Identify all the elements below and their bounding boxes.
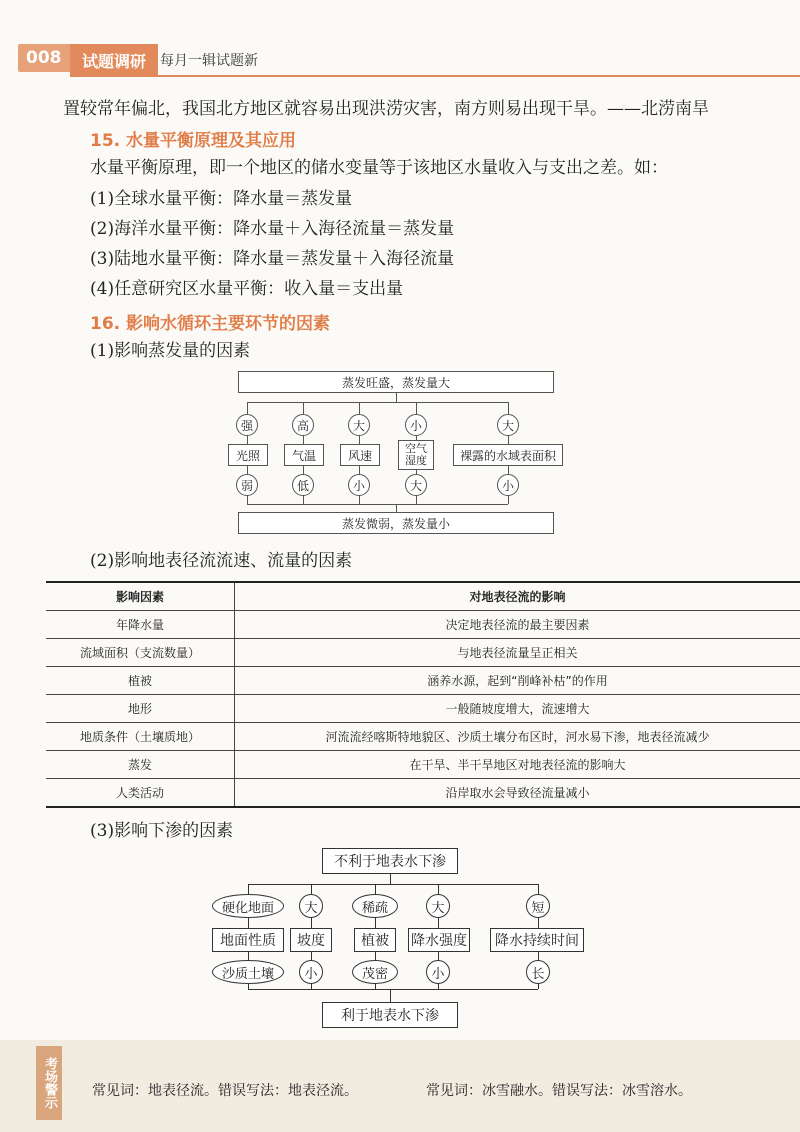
infil-bottom-box: 利于地表水下渗: [322, 1002, 458, 1028]
table-cell: 河流流经喀斯特地貌区、沙质土壤分布区时，河水易下渗，地表径流减少: [235, 723, 800, 751]
infil-factor-low: 长: [526, 960, 550, 984]
evap-factor-name: 风速: [340, 444, 380, 466]
infil-factor-high: 硬化地面: [212, 894, 284, 918]
infil-factor-high: 稀疏: [352, 894, 398, 918]
table-cell: 一般随坡度增大，流速增大: [235, 695, 800, 723]
table-cell: 与地表径流量呈正相关: [235, 639, 800, 667]
table-cell: 在干旱、半干旱地区对地表径流的影响大: [235, 751, 800, 779]
infil-factor-low: 茂密: [352, 960, 398, 984]
page-number: 008: [18, 44, 70, 72]
balance-item-2: (2)海洋水量平衡：降水量＋入海径流量＝蒸发量: [90, 219, 455, 239]
infil-factor-high: 大: [426, 894, 450, 918]
intro-line: 置较常年偏北，我国北方地区就容易出现洪涝灾害，南方则易出现干旱。——北涝南旱: [63, 99, 709, 119]
runoff-factor-table: [46, 581, 800, 808]
evap-factor-high: 强: [236, 414, 258, 436]
runoff-subtitle: (2)影响地表径流流速、流量的因素: [90, 551, 353, 571]
table-cell: 地形: [46, 695, 235, 723]
header-rule: [150, 75, 800, 77]
table-cell: 决定地表径流的最主要因素: [235, 611, 800, 639]
table-cell: 蒸发: [46, 751, 235, 779]
evap-factor-low: 大: [405, 474, 427, 496]
infil-factor-low: 小: [426, 960, 450, 984]
infiltration-subtitle: (3)影响下渗的因素: [90, 821, 234, 841]
section-tag: 试题调研: [70, 44, 158, 77]
table-header: 对地表径流的影响: [235, 582, 800, 611]
evap-factor-high: 大: [348, 414, 370, 436]
balance-item-4: (4)任意研究区水量平衡：收入量＝支出量: [90, 279, 404, 299]
table-row: [46, 723, 800, 751]
infil-factor-high: 短: [526, 894, 550, 918]
evap-factor-high: 高: [292, 414, 314, 436]
table-row: [46, 639, 800, 667]
table-header-row: [46, 582, 800, 611]
infil-factor-name: 植被: [354, 928, 396, 952]
evap-factor-name: 光照: [228, 444, 268, 466]
table-row: [46, 611, 800, 639]
evap-subtitle: (1)影响蒸发量的因素: [90, 341, 251, 361]
infil-factor-name: 降水持续时间: [490, 928, 584, 952]
evap-factor-low: 小: [348, 474, 370, 496]
infil-factor-name: 降水强度: [408, 928, 470, 952]
section-16-title: 16. 影响水循环主要环节的因素: [90, 314, 331, 334]
exam-warning-tag: 考场警示: [36, 1046, 62, 1120]
footer-note-2: 常见词：冰雪融水。错误写法：冰雪溶水。: [426, 1083, 692, 1099]
table-header: 影响因素: [46, 582, 235, 611]
table-cell: 植被: [46, 667, 235, 695]
infil-factor-name: 地面性质: [212, 928, 284, 952]
table-row: [46, 667, 800, 695]
table-cell: 年降水量: [46, 611, 235, 639]
evap-factor-low: 小: [497, 474, 519, 496]
balance-item-3: (3)陆地水量平衡：降水量＝蒸发量＋入海径流量: [90, 249, 455, 269]
evap-factor-name: 气温: [284, 444, 324, 466]
table-cell: 地质条件（土壤质地）: [46, 723, 235, 751]
table-cell: 流域面积（支流数量）: [46, 639, 235, 667]
table-cell: 人类活动: [46, 779, 235, 808]
evap-top-box: 蒸发旺盛，蒸发量大: [238, 371, 554, 393]
section-15-definition: 水量平衡原理，即一个地区的储水变量等于该地区水量收入与支出之差。如：: [90, 158, 668, 178]
infil-factor-name: 坡度: [290, 928, 332, 952]
evap-factor-name: 空气湿度: [398, 440, 434, 470]
table-row: [46, 695, 800, 723]
table-cell: 涵养水源，起到“削峰补枯”的作用: [235, 667, 800, 695]
evap-factor-low: 低: [292, 474, 314, 496]
footer-note-1: 常见词：地表径流。错误写法：地表泾流。: [92, 1083, 358, 1099]
header-subtitle: 每月一辑试题新: [160, 53, 258, 69]
infil-factor-low: 沙质土壤: [212, 960, 284, 984]
evap-factor-low: 弱: [236, 474, 258, 496]
evap-factor-name: 裸露的水域表面积: [453, 444, 563, 466]
balance-item-1: (1)全球水量平衡：降水量＝蒸发量: [90, 189, 353, 209]
evap-factor-high: 大: [497, 414, 519, 436]
infil-top-box: 不利于地表水下渗: [322, 848, 458, 874]
section-15-title: 15. 水量平衡原理及其应用: [90, 131, 297, 151]
infil-factor-low: 小: [299, 960, 323, 984]
evap-factor-high: 小: [405, 414, 427, 436]
evap-bottom-box: 蒸发微弱，蒸发量小: [238, 512, 554, 534]
table-row: [46, 751, 800, 779]
table-cell: 沿岸取水会导致径流量减小: [235, 779, 800, 808]
infil-factor-high: 大: [299, 894, 323, 918]
table-row: [46, 779, 800, 808]
